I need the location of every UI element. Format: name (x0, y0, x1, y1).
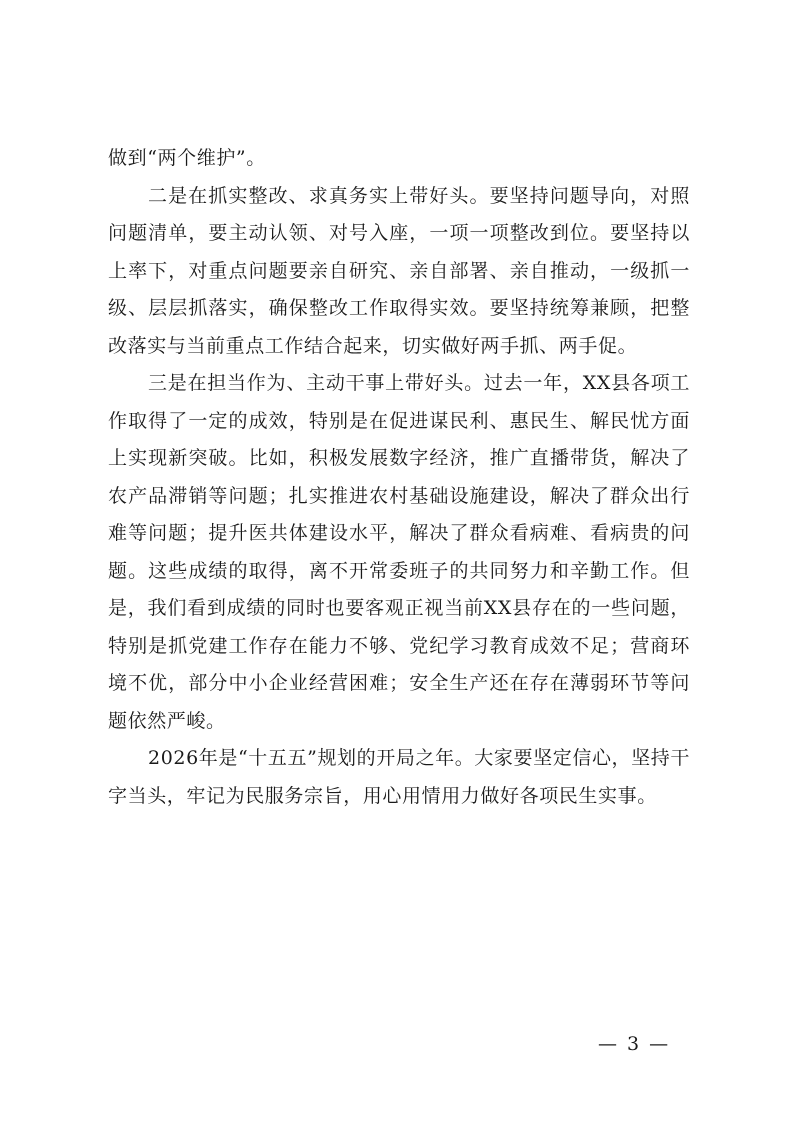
paragraph-2: 二是在抓实整改、求真务实上带好头。要坚持问题导向，对照问题清单，要主动认领、对号入座，一项一项整改到位。要坚持以上率下，对重点问题要亲自研究、亲自部署、亲自推动，一级抓一级、层层抓落实，确保整改工作取得实效。要坚持统筹兼顾，把整改落实与当前重点工作结合起来，切实做好两手抓、两手促。 (108, 184, 690, 357)
paragraph-1: 做到“两个维护”。 (108, 147, 266, 169)
paragraph-3: 三是在担当作为、主动干事上带好头。过去一年，XX县各项工作取得了一定的成效，特别是在促进谋民利、惠民生、解民忧方面上实现新突破。比如，积极发展数字经济，推广直播带货，解决了农产品滞销等问题；扎实推进农村基础设施建设，解决了群众出行难等问题；提升医共体建设水平，解决了群众看病难、看病贵的问题。这些成绩的取得，离不开常委班子的共同努力和辛勤工作。但是，我们看到成绩的同时也要客观正视当前XX县存在的一些问题，特别是抓党建工作存在能力不够、党纪学习教育成效不足；营商环境不优，部分中小企业经营困难；安全生产还在存在薄弱环节等问题依然严峻。 (108, 372, 690, 732)
page-number: — 3 — (598, 1033, 671, 1055)
paragraph-4: 2026年是“十五五”规划的开局之年。大家要坚定信心，坚持干字当头，牢记为民服务宗旨，用心用情用力做好各项民生实事。 (108, 747, 690, 807)
body-text (108, 140, 690, 815)
